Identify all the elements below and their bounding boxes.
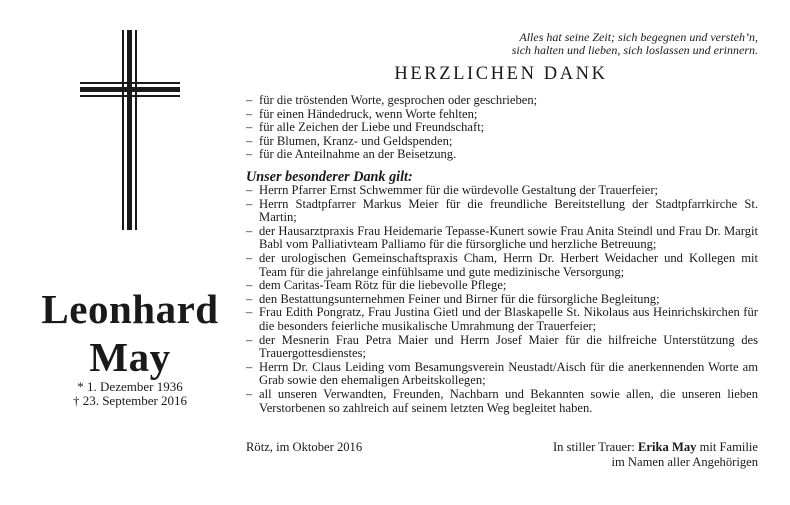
heading: HERZLICHEN DANK <box>394 64 608 84</box>
list-item: – Herrn Dr. Claus Leiding vom Besamungsverein Neustadt/Aisch für die anerkennenden Worte am Grab sowie den ehemaligen Arbeitskollegen; <box>246 361 758 388</box>
general-thanks-list <box>246 94 758 162</box>
list-item: – der urologischen Gemeinschaftspraxis Cham, Herrn Dr. Herbert Weidacher und Kollegen mit Team für die jahrelange einfühlsame und gute medizinische Versorgung; <box>246 252 758 279</box>
list-item: – all unseren Verwandten, Freunden, Nachbarn und Bekannten sowie allen, die unseren lieben Verstorbenen so zahlreich auf seinem letzten Weg begleitet haben. <box>246 388 758 415</box>
deceased-last-name: May <box>89 334 171 380</box>
list-item: – Frau Edith Pongratz, Frau Justina Gietl und der Blaskapelle St. Nikolaus aus Heinrichskirchen für die besonders feierliche musikalische Umrahmung der Trauerfeier; <box>246 306 758 333</box>
list-item: – der Mesnerin Frau Petra Maier und Herrn Josef Maier für die hilfreiche Unterstützung des Trauergottesdienstes; <box>246 334 758 361</box>
quote-line-1: Alles hat seine Zeit; sich begegnen und versteh’n, <box>519 30 758 44</box>
mourner-name: Erika May <box>638 440 697 454</box>
list-item: – dem Caritas-Team Rötz für die liebevolle Pflege; <box>246 279 758 293</box>
quote <box>358 31 758 57</box>
place-date: Rötz, im Oktober 2016 <box>246 440 363 454</box>
quote-line-2: sich halten und lieben, sich loslassen und erinnern. <box>511 43 758 57</box>
death-date: † 23. September 2016 <box>72 393 188 408</box>
list-item: – für einen Händedruck, wenn Worte fehlten; <box>246 108 758 122</box>
mourners-line-1 <box>553 440 758 455</box>
deceased-first-name: Leonhard <box>41 286 219 332</box>
list-item: – Herrn Stadtpfarrer Markus Meier für die freundliche Bereitstellung der Stadtpfarrkirche St. Martin; <box>246 198 758 225</box>
special-thanks-list <box>246 184 758 415</box>
list-item: – der Hausarztpraxis Frau Heidemarie Tepasse-Kunert sowie Frau Anita Steindl und Frau Dr. Margit Babl vom Palliativteam Palliamo für die fürsorgliche und herzliche Betreuung; <box>246 225 758 252</box>
list-item: – für alle Zeichen der Liebe und Freundschaft; <box>246 121 758 135</box>
list-item: – Herrn Pfarrer Ernst Schwemmer für die würdevolle Gestaltung der Trauerfeier; <box>246 184 758 198</box>
mourners-prefix: In stiller Trauer: <box>552 440 638 454</box>
cross-icon <box>80 30 180 230</box>
list-item: – für die tröstenden Worte, gesprochen oder geschrieben; <box>246 94 758 108</box>
special-thanks-title: Unser besonderer Dank gilt: <box>246 169 413 185</box>
mourners-line-2: im Namen aller Angehörigen <box>611 455 758 469</box>
list-item: – den Bestattungsunternehmen Feiner und Birner für die fürsorgliche Begleitung; <box>246 293 758 307</box>
list-item: – für Blumen, Kranz- und Geldspenden; <box>246 135 758 149</box>
list-item: – für die Anteilnahme an der Beisetzung. <box>246 148 758 162</box>
mourners-suffix: mit Familie <box>696 440 758 454</box>
life-dates <box>20 380 240 408</box>
birth-date: * 1. Dezember 1936 <box>77 379 183 394</box>
mourners <box>553 440 758 470</box>
